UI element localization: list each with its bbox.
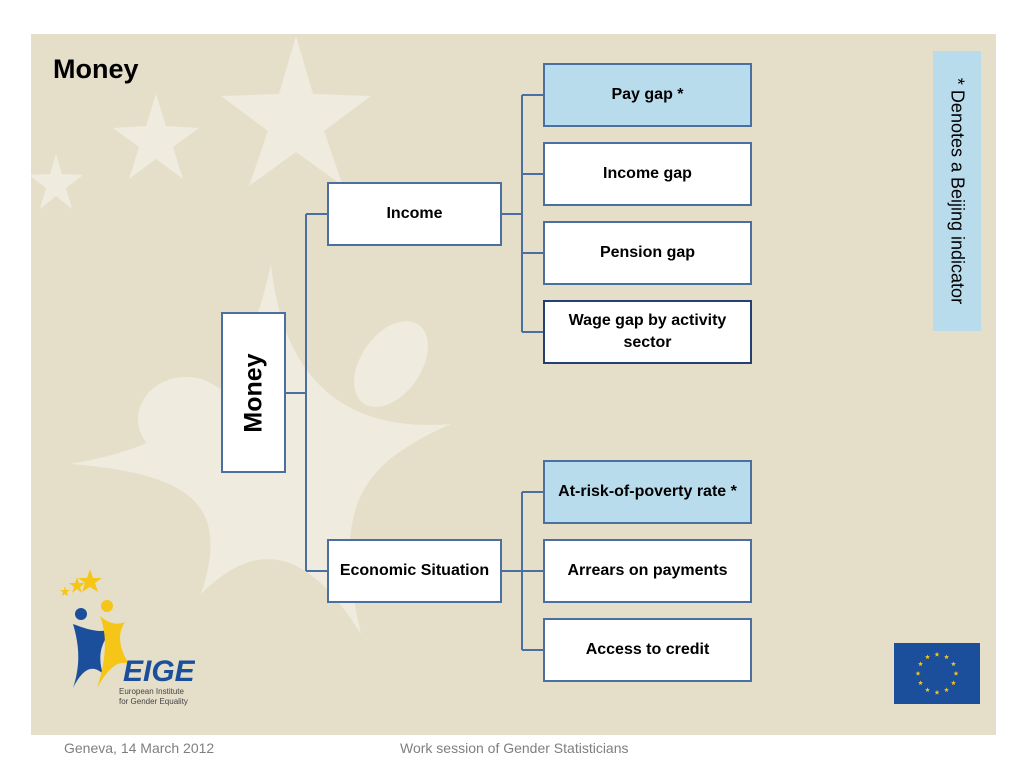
leaf-pay-gap: Pay gap * — [543, 63, 752, 127]
eu-star-icon — [954, 671, 959, 676]
eu-star-icon — [918, 661, 923, 666]
eu-flag — [894, 643, 980, 704]
eige-logo-subtitle-1: European Institute — [119, 687, 184, 696]
beijing-indicator-note-text: * Denotes a Beijing indicator — [947, 77, 968, 305]
eige-logo-graphic — [45, 564, 195, 714]
leaf-wage-gap-by-activity-sector: Wage gap by activity sector — [543, 300, 752, 364]
eu-star-icon — [925, 687, 930, 692]
footer-title: Work session of Gender Statisticians — [400, 740, 629, 756]
eu-star-icon — [935, 652, 940, 657]
node-economic-situation: Economic Situation — [327, 539, 502, 603]
eu-star-icon — [944, 654, 949, 659]
root-node-money — [221, 312, 286, 473]
slide — [31, 34, 996, 735]
eige-logo-subtitle-2: for Gender Equality — [119, 697, 188, 706]
beijing-indicator-note — [933, 51, 981, 331]
leaf-income-gap: Income gap — [543, 142, 752, 206]
node-income: Income — [327, 182, 502, 246]
leaf-pension-gap: Pension gap — [543, 221, 752, 285]
root-node-label: Money — [239, 352, 268, 433]
eu-star-icon — [935, 690, 940, 695]
eu-star-icon — [916, 671, 921, 676]
eu-star-icon — [925, 654, 930, 659]
slide-title: Money — [53, 54, 139, 84]
eu-star-icon — [951, 680, 956, 685]
leaf-arrears-on-payments: Arrears on payments — [543, 539, 752, 603]
leaf-access-to-credit: Access to credit — [543, 618, 752, 682]
eu-star-icon — [944, 687, 949, 692]
leaf-at-risk-of-poverty-rate: At-risk-of-poverty rate * — [543, 460, 752, 524]
footer-date: Geneva, 14 March 2012 — [64, 740, 215, 756]
eige-logo — [45, 564, 195, 714]
eu-star-icon — [918, 680, 923, 685]
eige-logo-wordmark: EIGE — [123, 655, 195, 688]
eu-flag-stars — [894, 643, 980, 704]
eu-star-icon — [951, 661, 956, 666]
